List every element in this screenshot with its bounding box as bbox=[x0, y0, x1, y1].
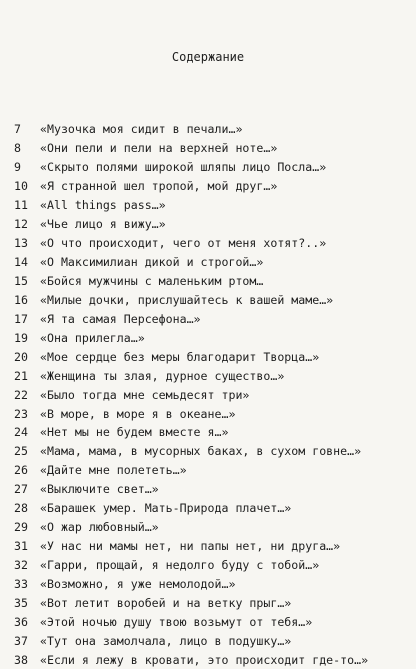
toc-poem-title: «Мое сердце без меры благодарит Творца…» bbox=[40, 349, 320, 364]
toc-page-number: 27 bbox=[14, 482, 28, 497]
toc-page-number: 12 bbox=[14, 217, 28, 232]
toc-page-number: 23 bbox=[14, 406, 28, 421]
toc-poem-title: «Женщина ты злая, дурное существо…» bbox=[40, 368, 285, 383]
toc-page-number: 14 bbox=[14, 255, 28, 270]
table-of-contents bbox=[14, 120, 410, 669]
toc-entry bbox=[14, 347, 410, 366]
toc-page-number: 36 bbox=[14, 614, 28, 629]
toc-poem-title: «Чье лицо я вижу…» bbox=[40, 217, 166, 232]
toc-poem-title: «Скрыто полями широкой шляпы лицо Посла…» bbox=[40, 160, 327, 175]
toc-page-number: 33 bbox=[14, 576, 28, 591]
toc-page-number: 8 bbox=[14, 141, 21, 156]
toc-poem-title: «All things pass…» bbox=[40, 198, 166, 213]
toc-page-number: 32 bbox=[14, 558, 28, 573]
toc-entry bbox=[14, 366, 410, 385]
toc-entry bbox=[14, 309, 410, 328]
toc-page-number: 21 bbox=[14, 368, 28, 383]
toc-entry bbox=[14, 234, 410, 253]
toc-entry bbox=[14, 385, 410, 404]
toc-page-number: 16 bbox=[14, 292, 28, 307]
toc-entry bbox=[14, 139, 410, 158]
toc-page-number: 26 bbox=[14, 463, 28, 478]
toc-poem-title: «Она прилегла…» bbox=[40, 330, 145, 345]
toc-entry bbox=[14, 290, 410, 309]
toc-poem-title: «В море, в море я в океане…» bbox=[40, 406, 236, 421]
toc-page-number: 37 bbox=[14, 633, 28, 648]
toc-poem-title: «У нас ни мамы нет, ни папы нет, ни друга…» bbox=[40, 539, 341, 554]
toc-poem-title: «Бойся мужчины с маленьким ртом… bbox=[40, 273, 264, 288]
toc-entry bbox=[14, 120, 410, 139]
toc-entry bbox=[14, 612, 410, 631]
toc-poem-title: «Выключите свет…» bbox=[40, 482, 159, 497]
toc-poem-title: «Музочка моя сидит в печали…» bbox=[40, 122, 243, 137]
toc-entry bbox=[14, 215, 410, 234]
toc-entry bbox=[14, 650, 410, 669]
toc-page-number: 13 bbox=[14, 236, 28, 251]
toc-entry bbox=[14, 593, 410, 612]
toc-page-number: 19 bbox=[14, 330, 28, 345]
toc-page-number: 20 bbox=[14, 349, 28, 364]
toc-poem-title: «Дайте мне полететь…» bbox=[40, 463, 187, 478]
toc-entry bbox=[14, 480, 410, 499]
toc-poem-title: «Этой ночью душу твою возьмут от тебя…» bbox=[40, 614, 313, 629]
toc-poem-title: «Барашек умер. Мать-Природа плачет…» bbox=[40, 501, 292, 516]
toc-entry bbox=[14, 177, 410, 196]
toc-page-number: 38 bbox=[14, 652, 28, 667]
toc-page-number: 10 bbox=[14, 179, 28, 194]
toc-poem-title: «О Максимилиан дикой и строгой…» bbox=[40, 255, 264, 270]
toc-entry bbox=[14, 461, 410, 480]
toc-poem-title: «Нет мы не будем вместе я…» bbox=[40, 425, 229, 440]
toc-entry bbox=[14, 499, 410, 518]
toc-entry bbox=[14, 196, 410, 215]
toc-page-number: 7 bbox=[14, 122, 21, 137]
toc-poem-title: «Они пели и пели на верхней ноте…» bbox=[40, 141, 278, 156]
toc-entry bbox=[14, 556, 410, 575]
toc-poem-title: «Вот летит воробей и на ветку прыг…» bbox=[40, 595, 292, 610]
toc-entry bbox=[14, 253, 410, 272]
toc-page-number: 29 bbox=[14, 520, 28, 535]
toc-entry bbox=[14, 575, 410, 594]
toc-page-number: 31 bbox=[14, 539, 28, 554]
toc-poem-title: «Милые дочки, прислушайтесь к вашей маме…» bbox=[40, 292, 334, 307]
toc-poem-title: «Я та самая Персефона…» bbox=[40, 311, 201, 326]
toc-page-number: 17 bbox=[14, 311, 28, 326]
toc-page-number: 9 bbox=[14, 160, 21, 175]
toc-page-number: 22 bbox=[14, 387, 28, 402]
toc-entry bbox=[14, 442, 410, 461]
toc-entry bbox=[14, 328, 410, 347]
toc-entry bbox=[14, 631, 410, 650]
toc-entry bbox=[14, 423, 410, 442]
toc-page-number: 35 bbox=[14, 595, 28, 610]
toc-poem-title: «О что происходит, чего от меня хотят?..» bbox=[40, 236, 327, 251]
toc-entry bbox=[14, 272, 410, 291]
toc-page-number: 28 bbox=[14, 501, 28, 516]
page-title: Содержание bbox=[171, 50, 245, 64]
toc-poem-title: «Мама, мама, в мусорных баках, в сухом говне…» bbox=[40, 444, 362, 459]
toc-poem-title: «Я странной шел тропой, мой друг…» bbox=[40, 179, 278, 194]
toc-poem-title: «Возможно, я уже немолодой…» bbox=[40, 576, 236, 591]
toc-poem-title: «Если я лежу в кровати, это происходит где-то…» bbox=[40, 652, 369, 667]
toc-entry bbox=[14, 537, 410, 556]
toc-poem-title: «Тут она замолчала, лицо в подушку…» bbox=[40, 633, 292, 648]
toc-page-number: 24 bbox=[14, 425, 28, 440]
toc-poem-title: «О жар любовный…» bbox=[40, 520, 159, 535]
toc-entry bbox=[14, 158, 410, 177]
toc-entry bbox=[14, 518, 410, 537]
toc-page-number: 25 bbox=[14, 444, 28, 459]
toc-entry bbox=[14, 404, 410, 423]
toc-page-number: 11 bbox=[14, 198, 28, 213]
toc-poem-title: «Гарри, прощай, я недолго буду с тобой…» bbox=[40, 558, 320, 573]
toc-poem-title: «Было тогда мне семьдесят три» bbox=[40, 387, 250, 402]
toc-page-number: 15 bbox=[14, 273, 28, 288]
